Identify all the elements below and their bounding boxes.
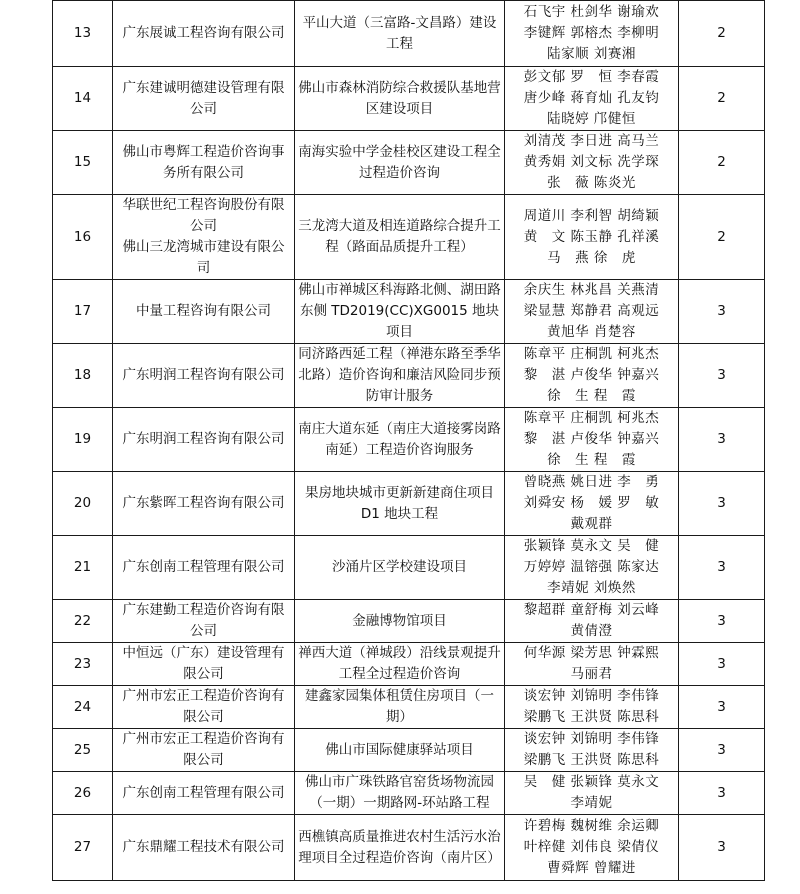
team-members-line: 石飞宇 杜剑华 谢瑜欢: [523, 4, 660, 20]
team-members-line: 陆晓婷 邝健恒: [547, 111, 636, 127]
company-name-line: 广州市宏正工程造价咨询有限公司: [122, 731, 285, 768]
table-row: [53, 408, 765, 472]
row-number: 27: [53, 815, 113, 881]
project-name: 建鑫家园集体租赁住房项目（一期）: [295, 686, 505, 729]
row-number: 26: [53, 772, 113, 815]
row-number: 21: [53, 536, 113, 600]
award-table: [52, 0, 765, 881]
team-members-line: 周道川 李利智 胡绮颖: [523, 207, 660, 224]
table-row: [53, 195, 765, 280]
company-name: [113, 344, 295, 408]
team-members-line: 吴 健 张颖锋 莫永文: [523, 774, 660, 790]
company-name: [113, 195, 295, 280]
team-members: [505, 195, 679, 280]
project-name: 南海实验中学金桂校区建设工程全过程造价咨询: [295, 131, 505, 195]
score-value: 3: [679, 643, 765, 686]
company-name-line: 广东明润工程咨询有限公司: [122, 431, 285, 447]
team-members: [505, 280, 679, 344]
team-members-line: 黄秀娟 刘文标 冼学琛: [523, 154, 660, 170]
project-name: 佛山市广珠铁路官窑货场物流园（一期）一期路网-环站路工程: [295, 772, 505, 815]
team-members-line: 谈宏钟 刘锦明 李伟锋: [523, 731, 660, 747]
table-row: [53, 772, 765, 815]
table-row: [53, 643, 765, 686]
team-members-line: 梁鹏飞 王洪贤 陈思科: [523, 752, 660, 768]
team-members-line: 黄倩澄: [570, 623, 613, 639]
company-name-line: 佛山市粤辉工程造价咨询事务所有限公司: [122, 143, 285, 181]
team-members-line: 李靖妮: [570, 795, 613, 811]
score-value: 3: [679, 472, 765, 536]
project-name: 佛山市禅城区科海路北侧、湖田路东侧 TD2019(CC)XG0015 地块项目: [295, 280, 505, 344]
project-name: 佛山市国际健康驿站项目: [295, 729, 505, 772]
team-members: [505, 131, 679, 195]
company-name-line: 广东展诚工程咨询有限公司: [122, 25, 285, 41]
project-name: 沙涌片区学校建设项目: [295, 536, 505, 600]
company-name: [113, 600, 295, 643]
team-members: [505, 729, 679, 772]
team-members-line: 黎 湛 卢俊华 钟嘉兴: [523, 367, 660, 383]
company-name: [113, 536, 295, 600]
team-members-line: 何华源 梁芳思 钟霖熙: [523, 645, 660, 661]
table-row: [53, 536, 765, 600]
company-name: [113, 643, 295, 686]
team-members-line: 黎超群 童舒梅 刘云峰: [523, 602, 660, 618]
project-name: 南庄大道东延（南庄大道接雾岗路南延）工程造价咨询服务: [295, 408, 505, 472]
score-value: 3: [679, 686, 765, 729]
team-members-line: 陈章平 庄桐凯 柯兆杰: [523, 410, 660, 426]
team-members-line: 李靖妮 刘焕然: [547, 580, 636, 596]
team-members-line: 梁显慧 郑静君 高观远: [523, 303, 660, 319]
team-members-line: 张 薇 陈炎光: [547, 175, 636, 191]
company-name-line: 中量工程咨询有限公司: [136, 303, 271, 319]
team-members-line: 陆家顺 刘赛湘: [547, 46, 636, 62]
team-members-line: 梁鹏飞 王洪贤 陈思科: [523, 709, 660, 725]
score-value: 3: [679, 344, 765, 408]
team-members: [505, 643, 679, 686]
team-members-line: 许碧梅 魏树维 余运卿: [523, 818, 660, 834]
score-value: 3: [679, 815, 765, 881]
row-number: 17: [53, 280, 113, 344]
company-name: [113, 472, 295, 536]
table-row: [53, 686, 765, 729]
row-number: 23: [53, 643, 113, 686]
row-number: 18: [53, 344, 113, 408]
team-members-line: 万婷婷 温镕强 陈家达: [523, 559, 660, 575]
table-row: [53, 344, 765, 408]
project-name: 西樵镇高质量推进农村生活污水治理项目全过程造价咨询（南片区）: [295, 815, 505, 881]
team-members: [505, 472, 679, 536]
team-members-line: 余庆生 林兆昌 关燕清: [523, 282, 660, 298]
company-name-line: 广东紫晖工程咨询有限公司: [122, 495, 285, 511]
team-members: [505, 815, 679, 881]
company-name-line: 广东鼎耀工程技术有限公司: [122, 839, 285, 855]
table-row: [53, 280, 765, 344]
row-number: 16: [53, 195, 113, 280]
team-members: [505, 600, 679, 643]
row-number: 15: [53, 131, 113, 195]
team-members: [505, 772, 679, 815]
table-row: [53, 131, 765, 195]
table-row: [53, 729, 765, 772]
company-name: [113, 1, 295, 67]
team-members-line: 马丽君: [570, 666, 613, 682]
score-value: 3: [679, 600, 765, 643]
score-value: 2: [679, 131, 765, 195]
project-name: 果房地块城市更新新建商住项目 D1 地块工程: [295, 472, 505, 536]
team-members-line: 叶梓健 刘伟良 梁倩仪: [523, 839, 660, 855]
table-row: [53, 67, 765, 131]
team-members-line: 刘舜安 杨 媛 罗 敏: [523, 495, 660, 511]
score-value: 3: [679, 536, 765, 600]
team-members-line: 黎 湛 卢俊华 钟嘉兴: [523, 431, 660, 447]
project-name: 佛山市森林消防综合救援队基地营区建设项目: [295, 67, 505, 131]
team-members-line: 唐少峰 蒋育灿 孔友钧: [523, 90, 660, 106]
team-members: [505, 67, 679, 131]
team-members: [505, 536, 679, 600]
company-name-line: 华联世纪工程咨询股份有限公司: [122, 197, 285, 234]
row-number: 24: [53, 686, 113, 729]
company-name: [113, 280, 295, 344]
team-members-line: 曾晓燕 姚日进 李 勇: [523, 474, 660, 490]
team-members-line: 曹舜辉 曾耀进: [547, 860, 636, 876]
table-body: [53, 1, 765, 881]
company-name: [113, 729, 295, 772]
company-name: [113, 686, 295, 729]
score-value: 2: [679, 195, 765, 280]
company-name-line: 广东创南工程管理有限公司: [122, 784, 285, 801]
company-name-line: 广东建勤工程造价咨询有限公司: [122, 602, 285, 639]
score-value: 3: [679, 772, 765, 815]
company-name-line: 广东创南工程管理有限公司: [122, 559, 285, 575]
project-name: 三龙湾大道及相连道路综合提升工程（路面品质提升工程）: [295, 195, 505, 280]
team-members: [505, 344, 679, 408]
company-name: [113, 408, 295, 472]
team-members-line: 黄旭华 肖楚容: [547, 324, 636, 340]
row-number: 14: [53, 67, 113, 131]
team-members-line: 谈宏钟 刘锦明 李伟锋: [523, 688, 660, 704]
project-name: 平山大道（三富路-文昌路）建设工程: [295, 1, 505, 67]
company-name: [113, 815, 295, 881]
team-members-line: 张颖锋 莫永文 吴 健: [523, 538, 660, 554]
project-name: 金融博物馆项目: [295, 600, 505, 643]
team-members-line: 黄 文 陈玉静 孔祥溪: [523, 228, 660, 245]
project-name: 同济路西延工程（禅港东路至季华北路）造价咨询和廉洁风险同步预防审计服务: [295, 344, 505, 408]
score-value: 3: [679, 408, 765, 472]
company-name-line: 佛山三龙湾城市建设有限公司: [122, 239, 285, 276]
row-number: 20: [53, 472, 113, 536]
team-members-line: 李键辉 郭榕杰 李柳明: [523, 25, 660, 41]
company-name-line: 广东建诚明德建设管理有限公司: [122, 79, 285, 117]
row-number: 13: [53, 1, 113, 67]
table-row: [53, 1, 765, 67]
row-number: 22: [53, 600, 113, 643]
team-members-line: 马 燕 徐 虎: [547, 249, 636, 266]
table-row: [53, 472, 765, 536]
company-name: [113, 131, 295, 195]
team-members-line: 陈章平 庄桐凯 柯兆杰: [523, 346, 660, 362]
score-value: 2: [679, 1, 765, 67]
score-value: 2: [679, 67, 765, 131]
company-name: [113, 67, 295, 131]
company-name-line: 广州市宏正工程造价咨询有限公司: [122, 688, 285, 725]
team-members: [505, 686, 679, 729]
team-members: [505, 408, 679, 472]
company-name-line: 中恒远（广东）建设管理有限公司: [122, 645, 285, 682]
team-members-line: 刘清茂 李日进 高马兰: [523, 133, 660, 149]
team-members: [505, 1, 679, 67]
team-members-line: 彭文郁 罗 恒 李春霞: [523, 69, 660, 85]
project-name: 禅西大道（禅城段）沿线景观提升工程全过程造价咨询: [295, 643, 505, 686]
table-row: [53, 815, 765, 881]
company-name-line: 广东明润工程咨询有限公司: [122, 367, 285, 383]
score-value: 3: [679, 280, 765, 344]
score-value: 3: [679, 729, 765, 772]
team-members-line: 戴观群: [570, 516, 613, 532]
row-number: 19: [53, 408, 113, 472]
team-members-line: 徐 生 程 霞: [547, 452, 636, 468]
company-name: [113, 772, 295, 815]
table-row: [53, 600, 765, 643]
row-number: 25: [53, 729, 113, 772]
team-members-line: 徐 生 程 霞: [547, 388, 636, 404]
